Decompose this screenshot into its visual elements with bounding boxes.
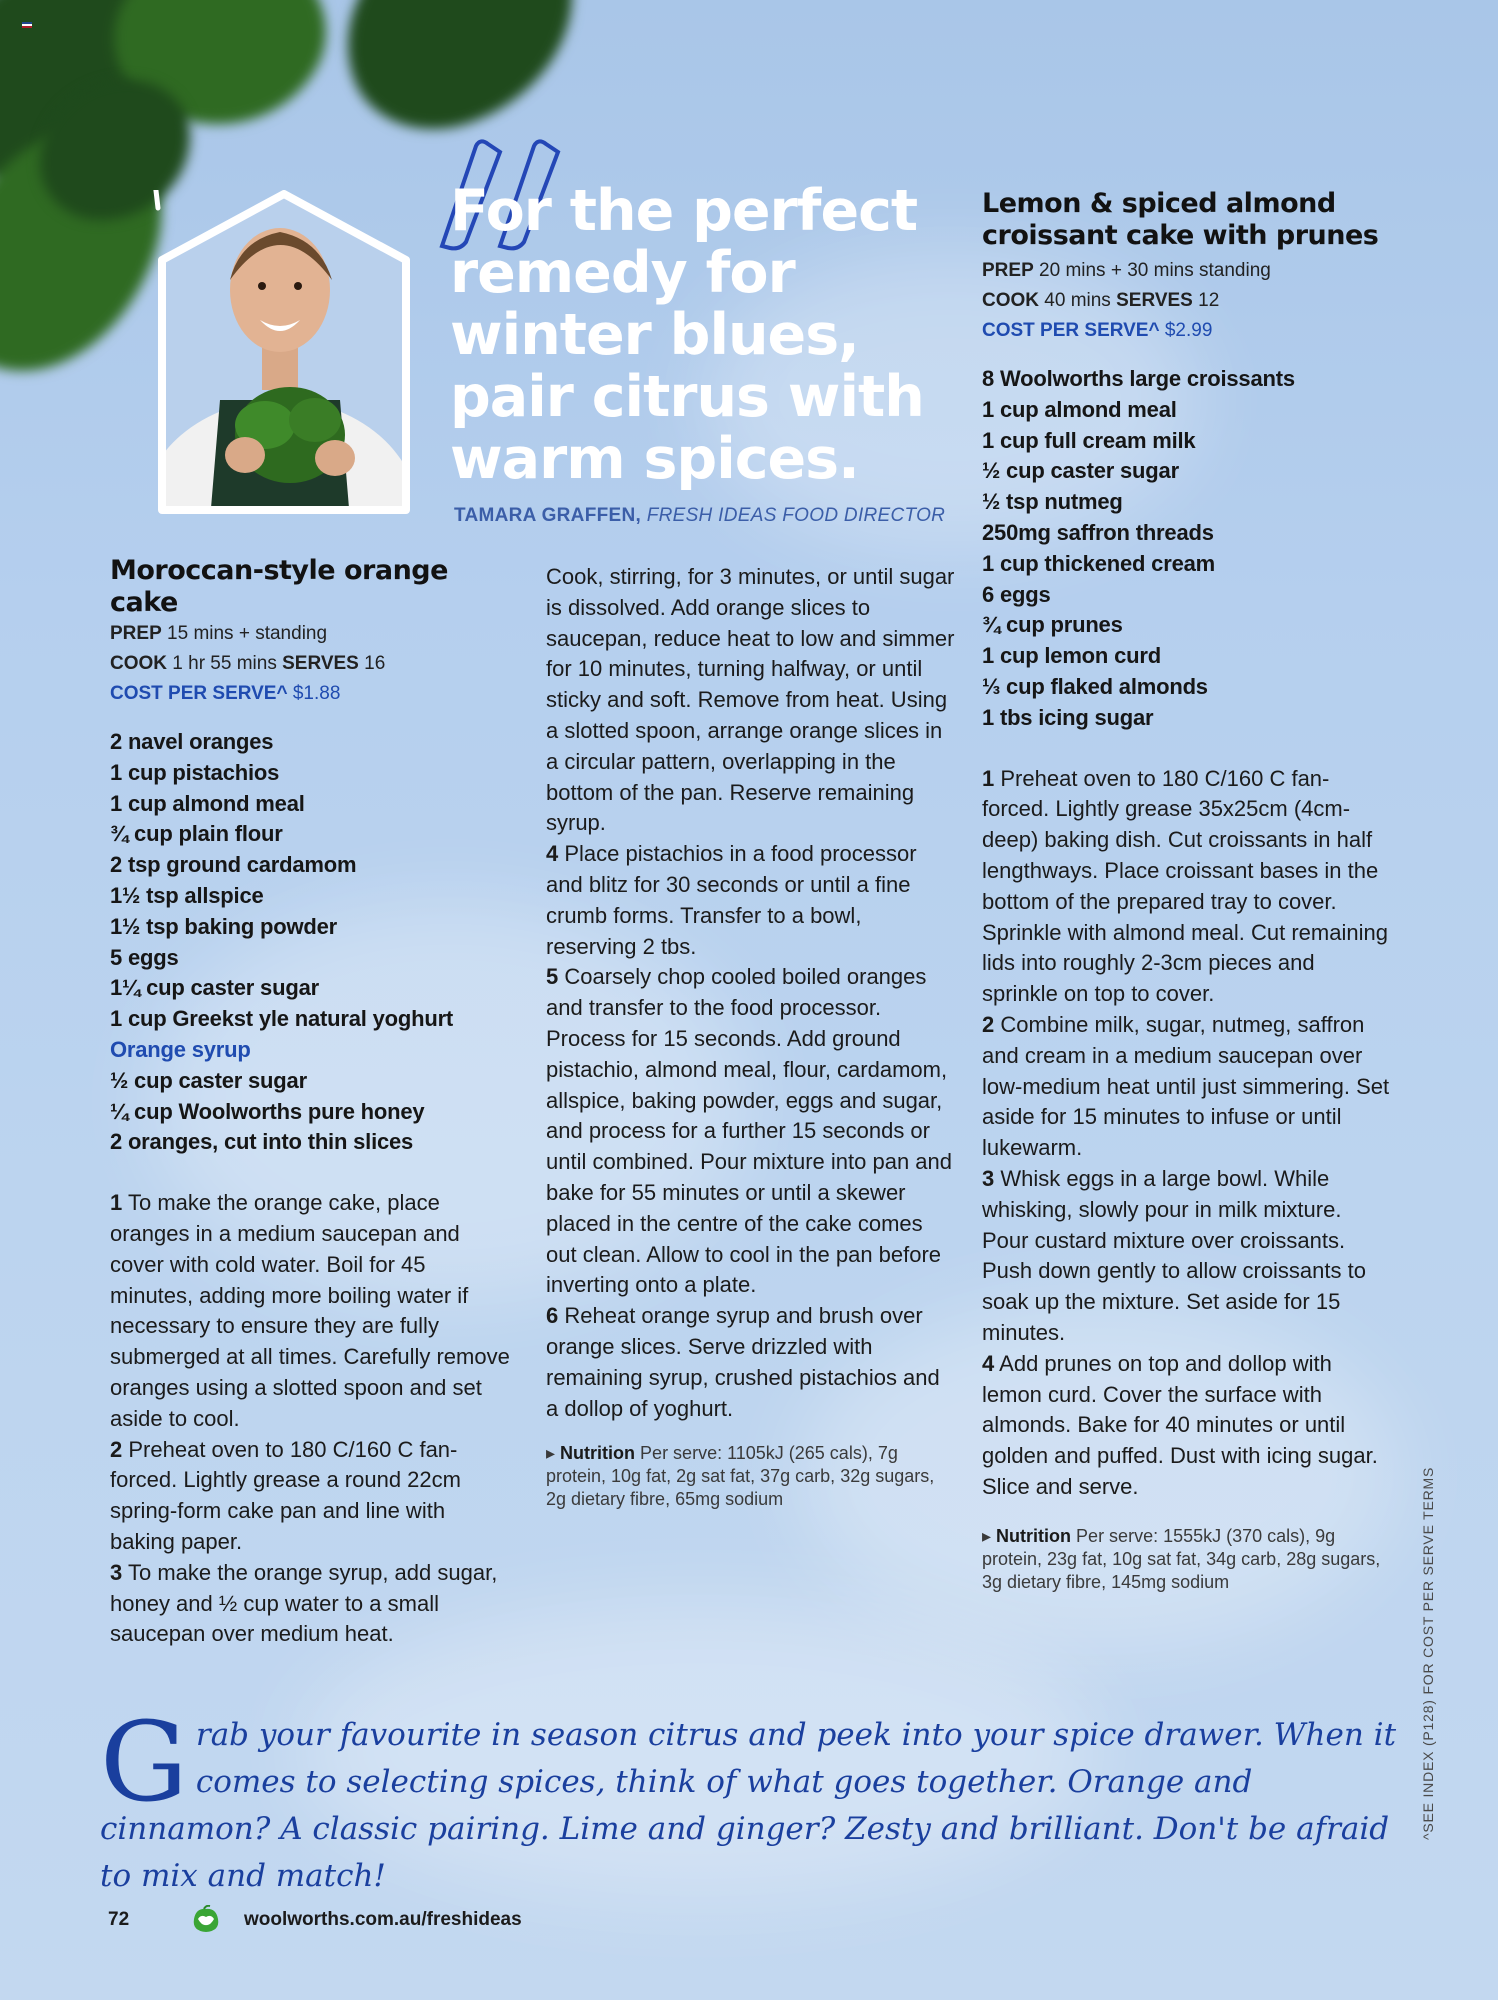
chef-portrait bbox=[150, 190, 418, 520]
freshideas-link[interactable]: woolworths.com.au/freshideas bbox=[244, 1909, 522, 1930]
method-step: 1 Preheat oven to 180 C/160 C fan-forced. Lightly grease 35x25cm (4cm-deep) baking dish. Cut croissants in half lengthways. Place croissant bases in the bottom of the prepared tray to cover. Sprinkle with almond meal. Cut remaining lids into roughly 2-3cm pieces and sprinkle on top to cover. bbox=[982, 765, 1388, 1007]
recipe1-ingredients bbox=[110, 727, 510, 1158]
recipe1-cost: COST PER SERVE^ $1.88 bbox=[110, 683, 341, 704]
cost-terms-note: ^SEE INDEX (P128) FOR COST PER SERVE TERMS bbox=[1420, 1466, 1436, 1840]
recipe1-cook-serves: COOK 1 hr 55 mins SERVES 16 bbox=[110, 653, 386, 674]
recipe1-column bbox=[110, 555, 510, 1650]
recipe1-method-part2 bbox=[546, 562, 956, 1511]
ingredient: 1 cup pistachios bbox=[110, 759, 280, 785]
ingredient: 250mg saffron threads bbox=[982, 519, 1214, 545]
recipe2-cost: COST PER SERVE^ $2.99 bbox=[982, 320, 1213, 341]
attribution-role: FRESH IDEAS FOOD DIRECTOR bbox=[646, 505, 946, 526]
tip-initial: G bbox=[100, 1698, 188, 1826]
ingredient: 8 Woolworths large croissants bbox=[982, 366, 1295, 391]
ingredient: 1¼ cup caster sugar bbox=[110, 975, 319, 1001]
ingredient: ¾ cup plain flour bbox=[110, 821, 283, 847]
ingredient: 1 cup almond meal bbox=[110, 790, 305, 816]
recipe2-prep: PREP 20 mins + 30 mins standing bbox=[982, 260, 1271, 281]
woolworths-logo-icon bbox=[188, 1905, 224, 1935]
ingredient: 1½ tsp baking powder bbox=[110, 913, 338, 939]
recipe2-nutrition: ▸ Nutrition Per serve: 1555kJ (370 cals), 9g protein, 23g fat, 10g sat fat, 34g carb, 28g sugars, 3g dietary fibre, 145mg sodium bbox=[982, 1525, 1381, 1592]
ingredient: ¼ cup Woolworths pure honey bbox=[110, 1098, 425, 1124]
ingredient: ⅓ cup flaked almonds bbox=[982, 673, 1208, 699]
ingredient: ½ cup caster sugar bbox=[982, 458, 1179, 484]
quote-attribution bbox=[454, 505, 945, 527]
method-step: 2 Preheat oven to 180 C/160 C fan-forced. Lightly grease a round 22cm spring-form cake pan and line with baking paper. bbox=[110, 1436, 461, 1554]
recipe1-prep: PREP 15 mins + standing bbox=[110, 623, 328, 644]
syrup-subheading: Orange syrup bbox=[110, 1036, 251, 1062]
sparkle-lines-icon bbox=[150, 190, 158, 253]
language-flag-icon bbox=[22, 22, 32, 28]
method-step: 3 Whisk eggs in a large bowl. While whisking, slowly pour in milk mixture. Pour custard mixture over croissants. Push down gently to allow croissants to soak up the mixture. Set aside for 15 minutes. bbox=[982, 1165, 1366, 1345]
ingredient: 1 cup full cream milk bbox=[982, 427, 1196, 453]
recipe2-method bbox=[982, 764, 1392, 1503]
ingredient: ½ tsp nutmeg bbox=[982, 489, 1123, 515]
ingredient: 1½ tsp allspice bbox=[110, 882, 264, 908]
method-step: 6 Reheat orange syrup and brush over orange slices. Serve drizzled with remaining syrup, crushed pistachios and a dollop of yoghurt. bbox=[546, 1303, 940, 1421]
recipe2-cook-serves: COOK 40 mins SERVES 12 bbox=[982, 290, 1220, 311]
recipe1-title: Moroccan-style orange cake bbox=[110, 555, 448, 618]
tip-text: rab your favourite in season citrus and peek into your spice drawer. When it comes to selecting spices, think of what goes together. Orange and cinnamon? A classic pairing. Lime and ginger? Zesty and brilliant. Don't be afraid to mix and match! bbox=[100, 1717, 1397, 1894]
ingredient: 2 navel oranges bbox=[110, 729, 274, 754]
ingredient: 6 eggs bbox=[982, 581, 1051, 607]
method-step: 4 Add prunes on top and dollop with lemon curd. Cover the surface with almonds. Bake for 40 minutes or until golden and puffed. Dust with icing sugar. Slice and serve. bbox=[982, 1350, 1378, 1499]
method-step: 1 To make the orange cake, place oranges in a medium saucepan and cover with cold water. Boil for 45 minutes, adding more boiling water if necessary to ensure they are fully submerged at all times. Carefully remove oranges using a slotted spoon and set aside to cool. bbox=[110, 1190, 510, 1431]
method-step: 5 Coarsely chop cooled boiled oranges and transfer to the food processor. Process for 15 seconds. Add ground pistachio, almond meal, flour, cardamom, allspice, baking powder, eggs and sugar, and process for a further 15 seconds or until combined. Pour mixture into pan and bake for 55 minutes or until a skewer placed in the centre of the cake comes out clean. Allow to cool in the pan before inverting onto a plate. bbox=[546, 964, 953, 1298]
ingredient: 1 cup thickened cream bbox=[982, 550, 1216, 576]
method-step: 3 To make the orange syrup, add sugar, honey and ½ cup water to a small saucepan over medium heat. bbox=[110, 1559, 498, 1647]
page-number: 72 bbox=[108, 1909, 130, 1930]
recipe1-method-part1 bbox=[110, 1188, 510, 1650]
recipe2-title: Lemon & spiced almond croissant cake with prunes bbox=[982, 188, 1379, 251]
ingredient: 2 tsp ground cardamom bbox=[110, 852, 357, 878]
pull-quote: For the perfect remedy for winter blues, pair citrus with warm spices. bbox=[450, 178, 924, 492]
method-step-continued: Cook, stirring, for 3 minutes, or until sugar is dissolved. Add orange slices to saucepan, reduce heat to low and simmer for 10 minutes, turning halfway, or until sticky and soft. Remove from heat. Using a slotted spoon, arrange orange slices in a circular pattern, overlapping in the bottom of the pan. Reserve remaining syrup. bbox=[546, 564, 955, 836]
ingredient: 1 cup almond meal bbox=[982, 396, 1177, 422]
ingredient: 1 cup lemon curd bbox=[982, 643, 1161, 669]
spice-tip bbox=[100, 1698, 1400, 1900]
method-step: 4 Place pistachios in a food processor and blitz for 30 seconds or until a fine crumb forms. Transfer to a bowl, reserving 2 tbs. bbox=[546, 841, 917, 959]
page-footer bbox=[108, 1905, 522, 1935]
ingredient: 1 cup Greekst yle natural yoghurt bbox=[110, 1006, 454, 1032]
ingredient: 5 eggs bbox=[110, 944, 179, 970]
recipe2-column bbox=[982, 188, 1392, 1594]
attribution-name: TAMARA GRAFFEN, bbox=[454, 505, 642, 526]
recipe1-nutrition: ▸ Nutrition Per serve: 1105kJ (265 cals), 7g protein, 10g fat, 2g sat fat, 37g carb, 32g sugars, 2g dietary fibre, 65mg sodium bbox=[546, 1443, 935, 1510]
ingredient: 2 oranges, cut into thin slices bbox=[110, 1129, 414, 1155]
ingredient: 1 tbs icing sugar bbox=[982, 704, 1154, 730]
recipe2-ingredients bbox=[982, 364, 1392, 734]
ingredient: ¾ cup prunes bbox=[982, 612, 1123, 638]
ingredient: ½ cup caster sugar bbox=[110, 1067, 307, 1093]
method-step: 2 Combine milk, sugar, nutmeg, saffron and cream in a medium saucepan over low-medium heat until just simmering. Set aside for 15 minutes to infuse or until lukewarm. bbox=[982, 1011, 1390, 1161]
